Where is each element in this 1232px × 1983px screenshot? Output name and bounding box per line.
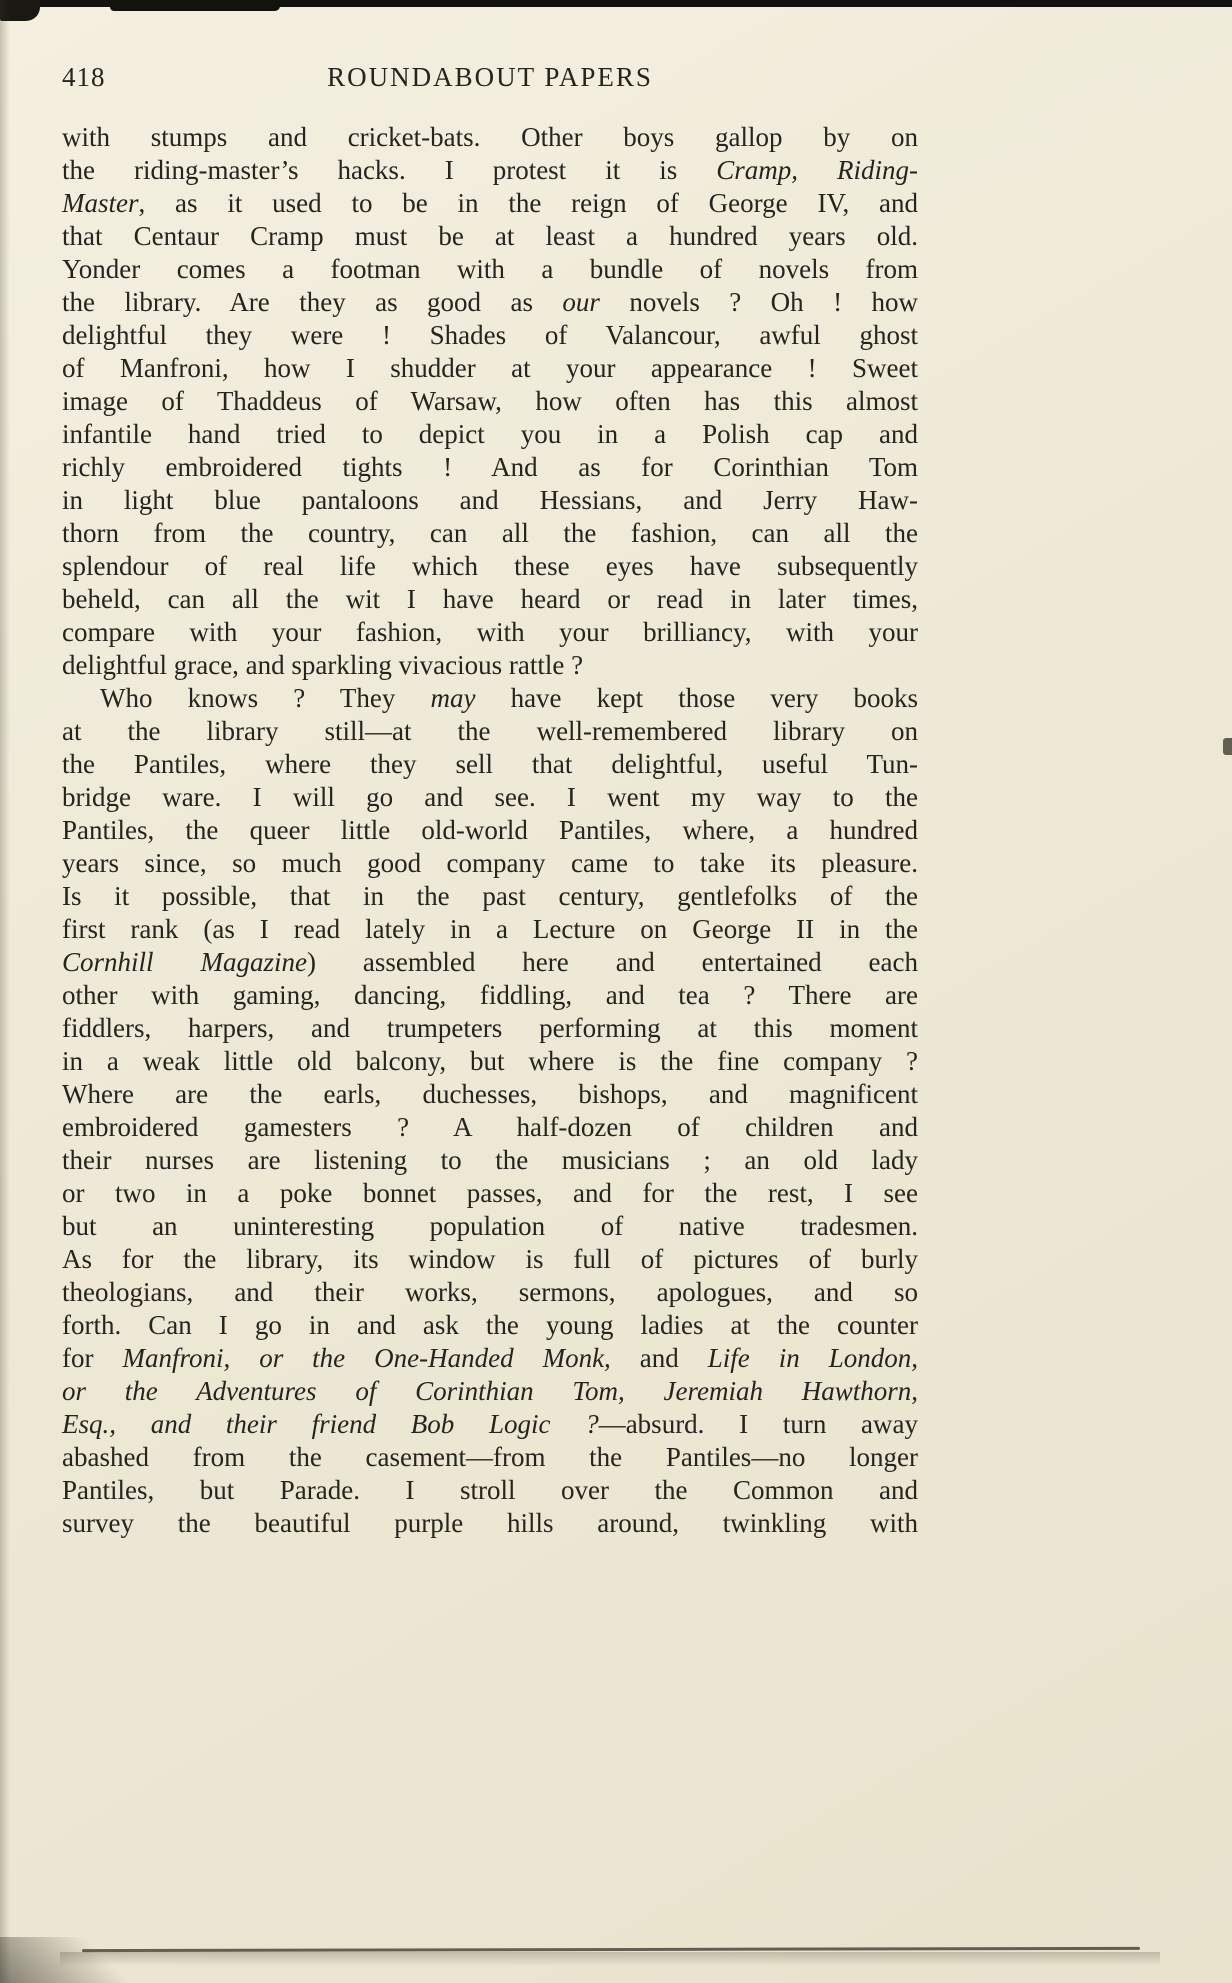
text-segment: Pantiles, the queer little old-world Pantiles, where, a hundred xyxy=(62,815,918,845)
italic-text-segment: Cornhill Magazine xyxy=(62,947,307,977)
text-line xyxy=(62,1210,918,1243)
body-text xyxy=(62,121,918,1540)
text-line xyxy=(62,748,918,781)
text-line xyxy=(62,517,918,550)
text-line xyxy=(62,253,918,286)
text-segment: the riding-master’s hacks. I protest it is xyxy=(62,155,717,185)
text-segment: Who knows ? They xyxy=(100,683,431,713)
text-segment: years since, so much good company came to take its pleasure. xyxy=(62,848,918,878)
text-segment: first rank (as I read lately in a Lecture on George II in the xyxy=(62,914,918,944)
text-line xyxy=(62,1342,918,1375)
text-line xyxy=(62,682,918,715)
text-line xyxy=(62,649,918,682)
text-line xyxy=(62,1078,918,1111)
text-segment: richly embroidered tights ! And as for Corinthian Tom xyxy=(62,452,918,482)
text-segment: other with gaming, dancing, fiddling, and tea ? There are xyxy=(62,980,918,1010)
text-segment: bridge ware. I will go and see. I went my way to the xyxy=(62,782,918,812)
italic-text-segment: Esq., and their friend Bob Logic ? xyxy=(62,1409,599,1439)
text-segment: for xyxy=(62,1343,123,1373)
scan-artifact-left-shade xyxy=(0,0,10,1983)
text-segment: —absurd. I turn away xyxy=(598,1409,918,1439)
scan-artifact-right-mark xyxy=(1223,738,1232,755)
text-segment: theologians, and their works, sermons, apologues, and so xyxy=(62,1277,918,1307)
text-segment: Pantiles, but Parade. I stroll over the Common and xyxy=(62,1475,918,1505)
italic-text-segment: Master xyxy=(62,188,139,218)
text-segment: Is it possible, that in the past century, gentlefolks of the xyxy=(62,881,918,911)
text-segment: delightful they were ! Shades of Valancour, awful ghost xyxy=(62,320,918,350)
text-line xyxy=(62,385,918,418)
text-line xyxy=(62,1243,918,1276)
text-segment: embroidered gamesters ? A half-dozen of children and xyxy=(62,1112,918,1142)
text-segment: survey the beautiful purple hills around, twinkling with xyxy=(62,1508,918,1538)
text-line xyxy=(62,286,918,319)
italic-text-segment: Life in London, xyxy=(707,1343,918,1373)
text-segment: beheld, can all the wit I have heard or read in later times, xyxy=(62,584,918,614)
text-line xyxy=(62,418,918,451)
text-segment: the Pantiles, where they sell that delightful, useful Tun- xyxy=(62,749,918,779)
text-line xyxy=(62,913,918,946)
text-segment: abashed from the casement—from the Pantiles—no longer xyxy=(62,1442,918,1472)
text-line xyxy=(62,1177,918,1210)
page-header xyxy=(62,62,918,96)
text-segment: ) assembled here and entertained each xyxy=(306,947,918,977)
text-segment: their nurses are listening to the musicians ; an old lady xyxy=(62,1145,918,1175)
text-line xyxy=(62,1507,918,1540)
text-segment: at the library still—at the well-remembered library on xyxy=(62,716,918,746)
text-segment: image of Thaddeus of Warsaw, how often has this almost xyxy=(62,386,918,416)
italic-text-segment: Manfroni, or the One-Handed Monk, xyxy=(122,1343,611,1373)
italic-text-segment: our xyxy=(562,287,600,317)
text-line xyxy=(62,187,918,220)
italic-text-segment: or the Adventures of Corinthian Tom, Jeremiah Hawthorn, xyxy=(62,1376,918,1406)
text-segment: forth. Can I go in and ask the young ladies at the counter xyxy=(62,1310,918,1340)
text-segment: As for the library, its window is full of pictures of burly xyxy=(62,1244,918,1274)
text-line xyxy=(62,1045,918,1078)
text-line xyxy=(62,847,918,880)
text-segment: delightful grace, and sparkling vivacious rattle ? xyxy=(62,650,584,680)
text-line xyxy=(62,1474,918,1507)
text-line xyxy=(62,781,918,814)
page-number: 418 xyxy=(62,62,106,92)
text-segment: thorn from the country, can all the fashion, can all the xyxy=(62,518,918,548)
text-line xyxy=(62,616,918,649)
text-segment: or two in a poke bonnet passes, and for the rest, I see xyxy=(62,1178,918,1208)
text-line xyxy=(62,946,918,979)
italic-text-segment: Cramp, Riding- xyxy=(716,155,918,185)
text-line xyxy=(62,1276,918,1309)
scan-artifact-bottom-smear xyxy=(60,1952,1160,1966)
text-line xyxy=(62,121,918,154)
text-segment: and xyxy=(610,1343,708,1373)
text-segment: in a weak little old balcony, but where is the fine company ? xyxy=(62,1046,918,1076)
text-segment: fiddlers, harpers, and trumpeters performing at this moment xyxy=(62,1013,918,1043)
text-line xyxy=(62,352,918,385)
text-segment: Where are the earls, duchesses, bishops, and magnificent xyxy=(62,1079,918,1109)
text-segment: that Centaur Cramp must be at least a hundred years old. xyxy=(62,221,918,251)
text-segment: novels ? Oh ! how xyxy=(599,287,918,317)
running-header: ROUNDABOUT PAPERS xyxy=(327,62,653,92)
text-line xyxy=(62,319,918,352)
text-segment: have kept those very books xyxy=(475,683,918,713)
text-line xyxy=(62,1375,918,1408)
text-line xyxy=(62,979,918,1012)
text-line xyxy=(62,1144,918,1177)
scan-artifact-bottomleft-corner xyxy=(0,1937,140,1983)
text-line xyxy=(62,583,918,616)
text-line xyxy=(62,550,918,583)
text-line xyxy=(62,880,918,913)
text-segment: in light blue pantaloons and Hessians, and Jerry Haw- xyxy=(62,485,918,515)
text-segment: splendour of real life which these eyes have subsequently xyxy=(62,551,918,581)
text-line xyxy=(62,1012,918,1045)
text-line xyxy=(62,1441,918,1474)
italic-text-segment: may xyxy=(430,683,476,713)
text-segment: compare with your fashion, with your brilliancy, with your xyxy=(62,617,918,647)
text-segment: Yonder comes a footman with a bundle of novels from xyxy=(62,254,918,284)
text-segment: but an uninteresting population of native tradesmen. xyxy=(62,1211,918,1241)
text-line xyxy=(62,1111,918,1144)
scan-artifact-top-edge-thick xyxy=(110,0,280,11)
text-line xyxy=(62,220,918,253)
text-line xyxy=(62,154,918,187)
text-line xyxy=(62,1408,918,1441)
text-line xyxy=(62,1309,918,1342)
text-segment: , as it used to be in the reign of George IV, and xyxy=(138,188,918,218)
text-segment: with stumps and cricket-bats. Other boys gallop by on xyxy=(62,122,918,152)
text-line xyxy=(62,484,918,517)
text-segment: infantile hand tried to depict you in a Polish cap and xyxy=(62,419,918,449)
text-line xyxy=(62,451,918,484)
text-line xyxy=(62,814,918,847)
text-segment: the library. Are they as good as xyxy=(62,287,563,317)
text-segment: of Manfroni, how I shudder at your appearance ! Sweet xyxy=(62,353,918,383)
text-line xyxy=(62,715,918,748)
